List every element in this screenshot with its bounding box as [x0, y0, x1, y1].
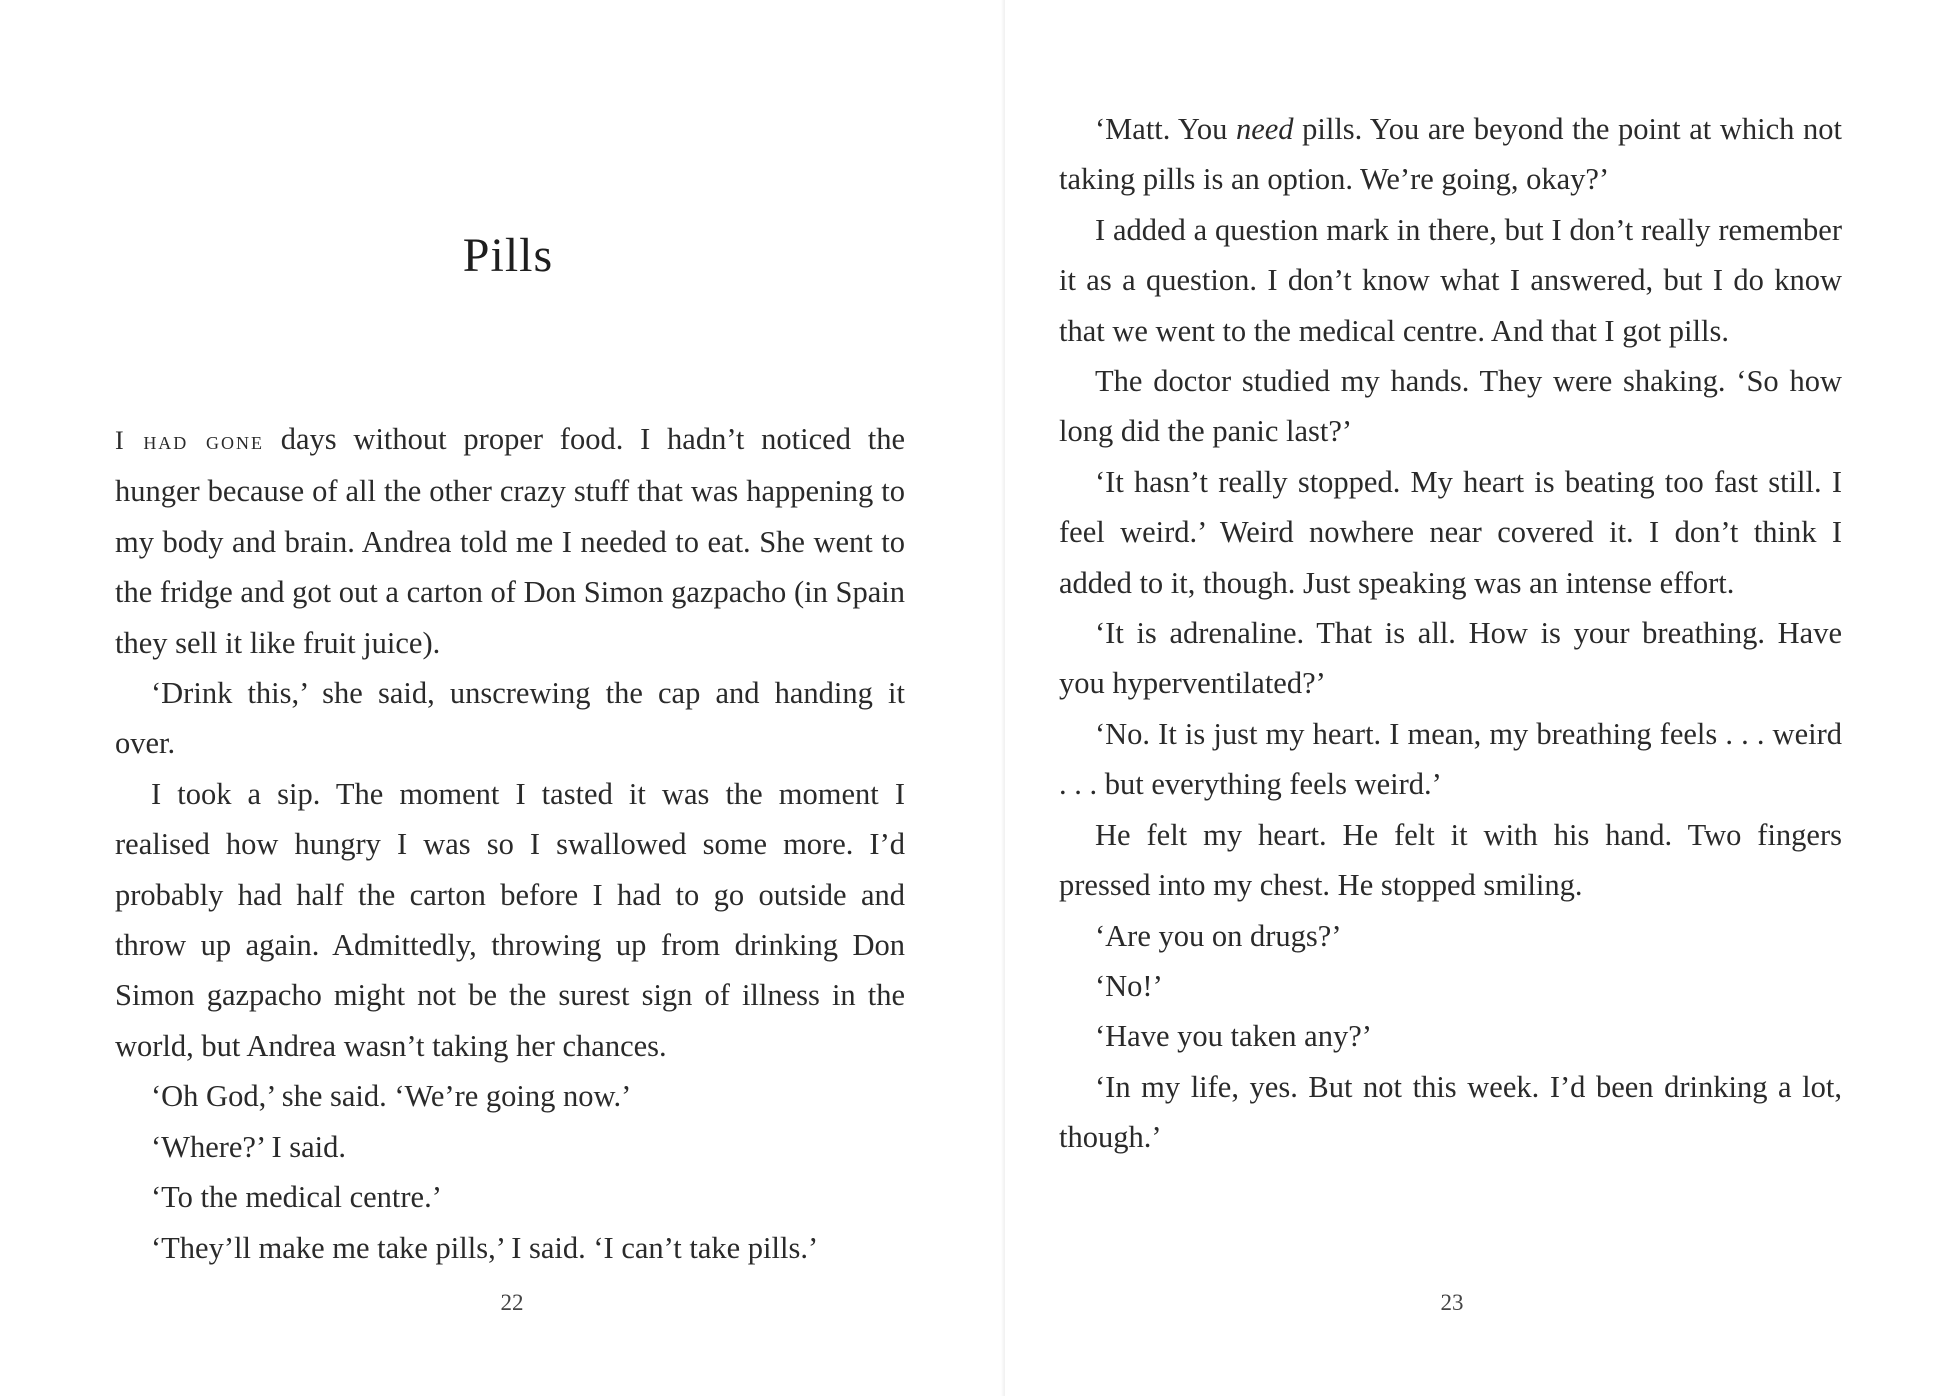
paragraph — [1059, 104, 1842, 205]
page-number: 22 — [500, 1290, 524, 1315]
paragraph: ‘It is adrenaline. That is all. How is your breathing. Have you hyperventilated?’ — [1059, 616, 1842, 701]
paragraph: I added a question mark in there, but I don’t really remember it as a question. I don’t know what I answered, but I do know that we went to the medical centre. And that I got pills. — [1059, 212, 1842, 348]
paragraph: ‘Are you on drugs?’ — [1095, 918, 1342, 953]
right-page-body — [1059, 104, 1842, 1163]
paragraph: ‘No. It is just my heart. I mean, my breathing feels . . . weird . . . but everything feels weird.’ — [1059, 716, 1842, 802]
paragraph: ‘In my life, yes. But not this week. I’d been drinking a lot, though.’ — [1059, 1069, 1842, 1155]
paragraph: ‘No!’ — [1095, 968, 1163, 1003]
opening-smallcaps: I had gone — [115, 426, 264, 455]
chapter-title: Pills — [462, 229, 554, 282]
paragraph: ‘Oh God,’ she said. ‘We’re going now.’ — [151, 1079, 632, 1114]
paragraph: ‘To the medical centre.’ — [151, 1180, 442, 1215]
paragraph: The doctor studied my hands. They were shaking. ‘So how long did the panic last?’ — [1059, 364, 1842, 449]
opening-paragraph — [115, 414, 905, 668]
opening-text: days without proper food. I hadn’t noticed the hunger because of all the other crazy stuff that was happening to my body and brain. Andrea told me I needed to eat. She went to the fridge and got out a carton of Don Simon gazpacho (in Spain they sell it like fruit juice). — [115, 422, 906, 660]
paragraph: ‘It hasn’t really stopped. My heart is beating too fast still. I feel weird.’ Weird nowhere near covered it. I don’t think I added to it, though. Just speaking was an intense effort. — [1059, 464, 1842, 600]
emphasis-text: need — [1235, 112, 1294, 146]
paragraph: ‘Where?’ I said. — [151, 1129, 347, 1164]
paragraph: ‘They’ll make me take pills,’ I said. ‘I can’t take pills.’ — [151, 1230, 819, 1265]
page-number: 23 — [1440, 1290, 1464, 1315]
paragraph: ‘Drink this,’ she said, unscrewing the cap and handing it over. — [115, 676, 905, 761]
paragraph-text: ‘Matt. You — [1095, 112, 1236, 146]
paragraph: He felt my heart. He felt it with his hand. Two fingers pressed into my chest. He stopped smiling. — [1059, 817, 1842, 903]
left-page-body — [115, 414, 905, 1273]
paragraph: ‘Have you taken any?’ — [1095, 1019, 1372, 1054]
paragraph: I took a sip. The moment I tasted it was the moment I realised how hungry I was so I swallowed some more. I’d probably had half the carton before I had to go outside and throw up again. Admittedly, throwing up from drinking Don Simon gazpacho might not be the surest sign of illness in the world, but Andrea wasn’t taking her chances. — [115, 776, 905, 1063]
paragraph-text: pills. You are beyond the point at which not taking pills is an option. We’re going, okay?’ — [1059, 112, 1842, 197]
